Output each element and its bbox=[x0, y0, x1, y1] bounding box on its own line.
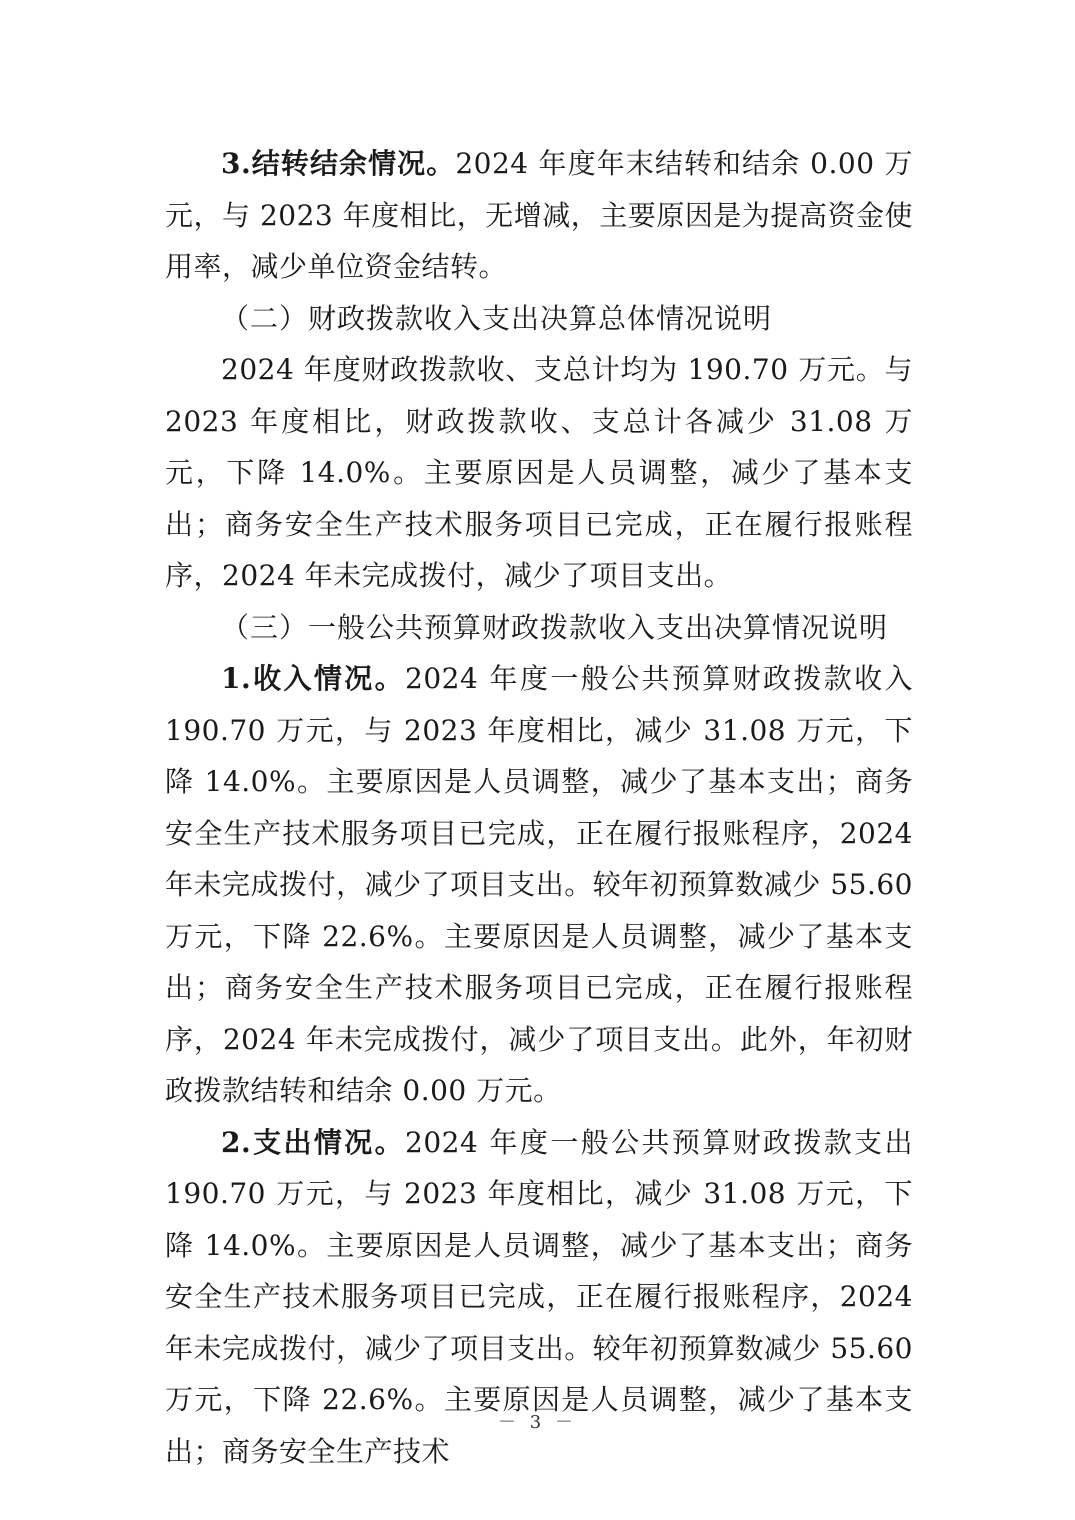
paragraph-income bbox=[165, 653, 913, 1117]
section-heading-3: （三）一般公共预算财政拨款收入支出决算情况说明 bbox=[221, 610, 889, 644]
paragraph-lead: 2.支出情况。 bbox=[221, 1125, 406, 1159]
section-heading-2: （二）财政拨款收入支出决算总体情况说明 bbox=[221, 301, 773, 335]
paragraph-text: 2024 年度一般公共预算财政拨款支出 190.70 万元，与 2023 年度相比，减少 31.08 万元，下降 14.0%。主要原因是人员调整，减少了基本支出；商务安全生产技术服务项目已完成，正在履行报账程序，2024 年未完成拨付，减少了项目支出。较年初预算数减少 55.60 万元，下降 22.6%。主要原因是人员调整，减少了基本支出；商务安全生产技术 bbox=[165, 1125, 913, 1468]
paragraph-fiscal-overview bbox=[165, 344, 913, 602]
paragraph-text: 2024 年度财政拨款收、支总计均为 190.70 万元。与 2023 年度相比，财政拨款收、支总计各减少 31.08 万元，下降 14.0%。主要原因是人员调整，减少了基本支出；商务安全生产技术服务项目已完成，正在履行报账程序，2024 年未完成拨付，减少了项目支出。 bbox=[165, 353, 913, 592]
paragraph-text: 2024 年度年末结转和结余 0.00 万元，与 2023 年度相比，无增减，主要原因是为提高资金使用率，减少单位资金结转。 bbox=[165, 147, 913, 283]
document-body bbox=[165, 138, 913, 1477]
paragraph-lead: 1.收入情况。 bbox=[221, 662, 406, 695]
paragraph-text: 2024 年度一般公共预算财政拨款收入 190.70 万元，与 2023 年度相比，减少 31.08 万元，下降 14.0%。主要原因是人员调整，减少了基本支出；商务安全生产技术服务项目已完成，正在履行报账程序，2024 年未完成拨付，减少了项目支出。较年初预算数减少 55.60 万元，下降 22.6%。主要原因是人员调整，减少了基本支出；商务安全生产技术服务项目已完成，正在履行报账程序，2024 年未完成拨付，减少了项目支出。此外，年初财政拨款结转和结余 0.00 万元。 bbox=[165, 662, 913, 1107]
paragraph-lead: 3.结转结余情况。 bbox=[221, 147, 456, 180]
paragraph-carryover-balance bbox=[165, 138, 913, 293]
page-number: － 3 － bbox=[498, 1412, 577, 1433]
